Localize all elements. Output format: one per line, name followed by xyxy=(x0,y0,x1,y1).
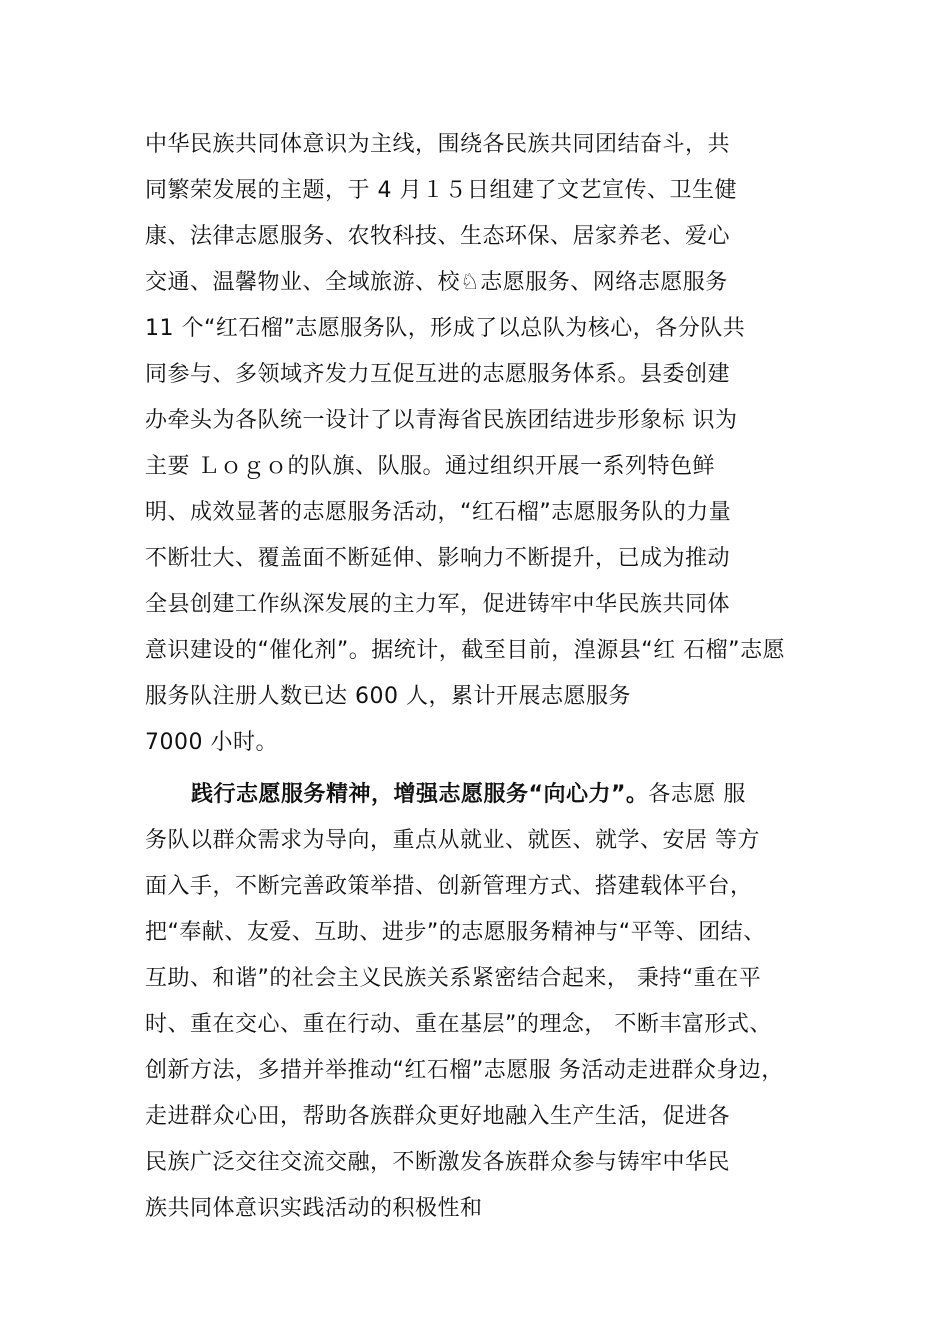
paragraph-line: 互助、和谐”的社会主义民族关系紧密结合起来， 秉持“重在平 xyxy=(145,966,762,991)
paragraph-line: 办牵头为各队统一设计了以青海省民族团结进步形象标 识为 xyxy=(145,408,738,433)
paragraph-line: 康、法律志愿服务、农牧科技、生态环保、居家养老、爱心 xyxy=(145,224,731,249)
paragraph-line: 面入手，不断完善政策举措、创新管理方式、搭建载体平台， xyxy=(145,874,753,899)
section-heading: 践行志愿服务精神，增强志愿服务“向心力”。 xyxy=(191,782,649,807)
paragraph-line: 同繁荣发展的主题，于 4 月１５日组建了文艺宣传、卫生健 xyxy=(145,178,737,203)
paragraph-first-line xyxy=(145,772,835,818)
paragraph-line: 民族广泛交往交流交融，不断激发各族群众参与铸牢中华民 xyxy=(145,1150,731,1175)
paragraph-line: 全县创建工作纵深发展的主力军，促进铸牢中华民族共同体 xyxy=(145,592,731,617)
paragraph-line: 时、重在交心、重在行动、重在基层”的理念， 不断丰富形式、 xyxy=(145,1012,772,1037)
paragraph-line: 主要 Ｌｏｇｏ的队旗、队服。通过组织开展一系列特色鲜 xyxy=(145,454,715,479)
paragraph-line: 不断壮大、覆盖面不断延伸、影响力不断提升，已成为推动 xyxy=(145,546,731,571)
paragraph-line: 明、成效显著的志愿服务活动，“红石榴”志愿服务队的力量 xyxy=(145,500,732,525)
paragraph-line: 把“奉献、友爱、互助、进步”的志愿服务精神与“平等、团结、 xyxy=(145,920,766,945)
paragraph-line: 意识建设的“催化剂”。据统计，截至目前，湟源县“红 石榴”志愿 xyxy=(145,638,786,663)
paragraph-line: 同参与、多领域齐发力互促互进的志愿服务体系。县委创建 xyxy=(145,362,731,387)
paragraph-line: 服务队注册人数已达 600 人，累计开展志愿服务 xyxy=(145,684,631,709)
document-body xyxy=(145,122,835,1232)
paragraph-line: 走进群众心田，帮助各族群众更好地融入生产生活，促进各 xyxy=(145,1104,731,1129)
paragraph-line: 7000 小时。 xyxy=(145,730,278,755)
paragraph-line: 11 个“红石榴”志愿服务队，形成了以总队为核心，各分队共 xyxy=(145,316,746,341)
paragraph-line: 交通、温馨物业、全域旅游、校♘志愿服务、网络志愿服务 xyxy=(145,270,728,295)
paragraph-line: 中华民族共同体意识为主线，围绕各民族共同团结奋斗，共 xyxy=(145,132,731,157)
paragraph-line: 族共同体意识实践活动的积极性和 xyxy=(145,1196,483,1221)
paragraph-text: 各志愿 服 xyxy=(648,782,746,807)
paragraph-line: 务队以群众需求为导向，重点从就业、就医、就学、安居 等方 xyxy=(145,828,760,853)
paragraph-line: 创新方法，多措并举推动“红石榴”志愿服 务活动走进群众身边， xyxy=(145,1058,784,1083)
